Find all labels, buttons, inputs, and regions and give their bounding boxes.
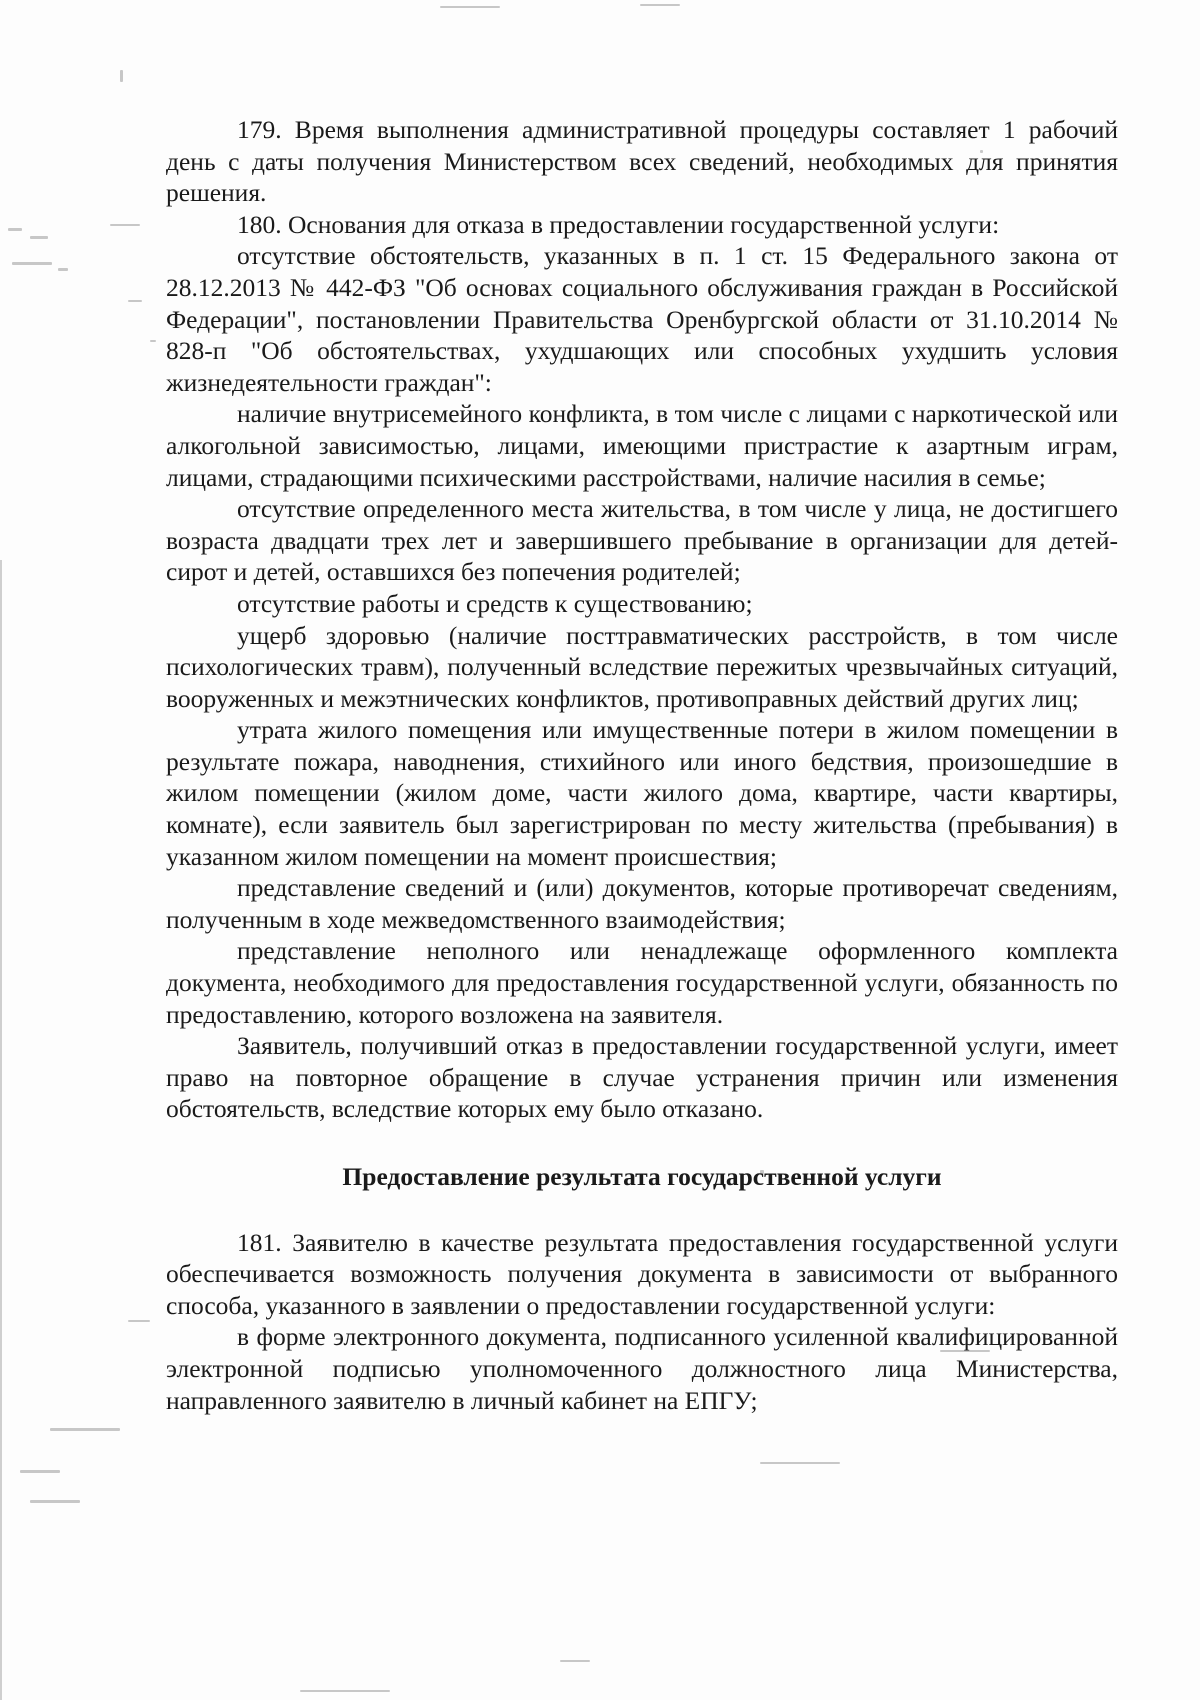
document-body (166, 114, 1118, 1416)
paragraph-no-residence: отсутствие определенного места жительства, в том числе у лица, не достигшего возраста двадцати трех лет и завершившего пребывание в организации для детей-сирот и детей, оставшихся без попечения родителей; (166, 494, 1118, 587)
section-heading: Предоставление результата государственной услуги (342, 1162, 942, 1191)
paragraph-electronic-document: в форме электронного документа, подписанного усиленной квалифицированной электронной подписью уполномоченного должностного лица Министерства, направленного заявителю в личный кабинет на ЕПГУ; (166, 1322, 1118, 1415)
paragraph-contradicting-info: представление сведений и (или) документов, которые противоречат сведениям, полученным в ходе межведомственного взаимодействия; (166, 873, 1118, 934)
paragraph-health-damage: ущерб здоровью (наличие посттравматических расстройств, в том числе психологических травм), полученный вследствие пережитых чрезвычайных ситуаций, вооруженных и межэтнических конфликтов, противоправных действий других лиц; (166, 620, 1118, 713)
paragraph-family-conflict: наличие внутрисемейного конфликта, в том числе с лицами с наркотической или алкогольной зависимостью, лицами, имеющими пристрастие к азартным играм, лицами, страдающими психическими расстройствами, наличие насилия в семье; (166, 399, 1118, 492)
paragraph-180: 180. Основания для отказа в предоставлении государственной услуги: (237, 209, 1000, 239)
scan-edge (0, 560, 2, 1700)
paragraph-181: 181. Заявителю в качестве результата предоставления государственной услуги обеспечивается возможность получения документа в зависимости от выбранного способа, указанного в заявлении о предоставлении государственной услуги: (166, 1227, 1118, 1320)
paragraph-no-work: отсутствие работы и средств к существованию; (237, 588, 753, 618)
paragraph-incomplete-docs: представление неполного или ненадлежаще оформленного комплекта документа, необходимого для предоставления государственной услуги, обязанность по предоставлению, которого возложена на заявителя. (166, 936, 1118, 1029)
paragraph-reapply-right: Заявитель, получивший отказ в предоставлении государственной услуги, имеет право на повторное обращение в случае устранения причин или изменения обстоятельств, вследствие которых ему было отказано. (166, 1031, 1118, 1124)
paragraph-refusal-basis: отсутствие обстоятельств, указанных в п. 1 ст. 15 Федерального закона от 28.12.2013 № 442-ФЗ "Об основах социального обслуживания граждан в Российской Федерации", постановлении Правительства Оренбургской области от 31.10.2014 № 828-п "Об обстоятельствах, ухудшающих или способных ухудшить условия жизнедеятельности граждан": (166, 241, 1118, 397)
paragraph-housing-loss: утрата жилого помещения или имущественные потери в жилом помещении в результате пожара, наводнения, стихийного или иного бедствия, произошедшие в жилом помещении (жилом доме, части жилого дома, квартире, части квартиры, комнате), если заявитель был зарегистрирован по месту жительства (пребывания) в указанном жилом помещении на момент происшествия; (166, 715, 1118, 871)
paragraph-179: 179. Время выполнения административной процедуры составляет 1 рабочий день с даты получения Министерством всех сведений, необходимых для принятия решения. (166, 115, 1118, 208)
